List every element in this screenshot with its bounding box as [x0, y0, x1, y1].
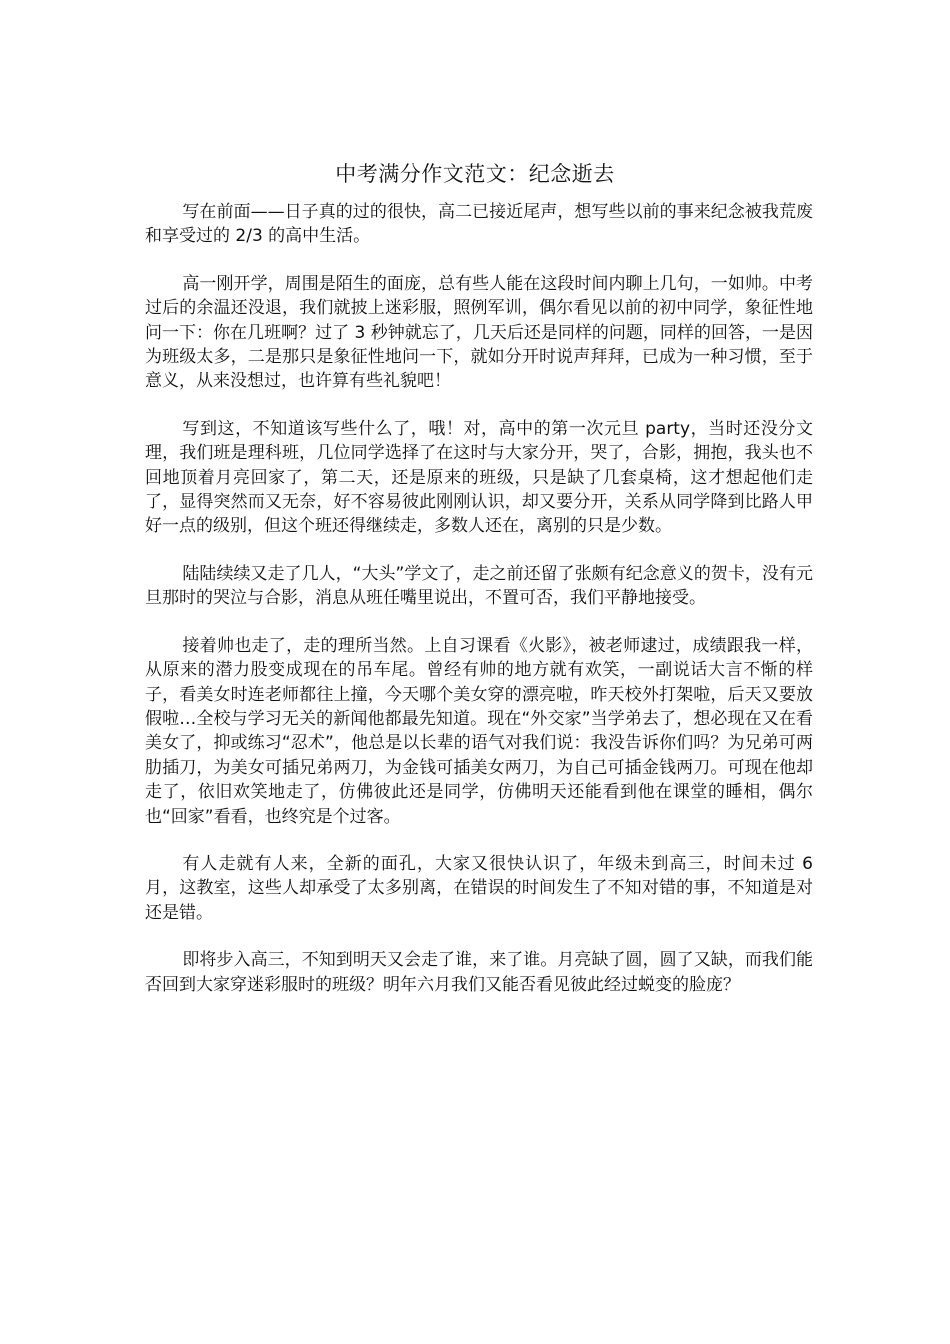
document-body: [145, 200, 813, 1020]
paragraph-datou-leaves: 陆陆续续又走了几人，“大头”学文了，走之前还留了张颇有纪念意义的贺卡，没有元旦那时的哭泣与合影，消息从班任嘴里说出，不置可否，我们平静地接受。: [145, 563, 813, 609]
paragraph-future: 即将步入高三，不知到明天又会走了谁，来了谁。月亮缺了圆，圆了又缺，而我们能否回到大家穿迷彩服时的班级？明年六月我们又能否看见彼此经过蜕变的脸庞？: [145, 950, 813, 995]
paragraph-intro: 写在前面——日子真的过的很快，高二已接近尾声，想写些以前的事来纪念被我荒废和享受过的 2/3 的高中生活。: [145, 202, 813, 247]
paragraph-shuai-leaves: 接着帅也走了，走的理所当然。上自习课看《火影》，被老师逮过，成绩跟我一样，从原来的潜力股变成现在的吊车尾。曾经有帅的地方就有欢笑，一副说话大言不惭的样子，看美女时连老师都往上撞，今天哪个美女穿的漂亮啦，昨天校外打架啦，后天又要放假啦…全校与学习无关的新闻他都最先知道。现在“外交家”当学弟去了，想必现在又在看美女了，抑或练习“忍术”，他总是以长辈的语气对我们说：我没告诉你们吗？为兄弟可两肋插刀，为美女可插兄弟两刀，为金钱可插美女两刀，为自己可插金钱两刀。可现在他却走了，依旧欢笑地走了，仿佛彼此还是同学，仿佛明天还能看到他在课堂的睡相，偶尔也“回家”看看，也终究是个过客。: [145, 635, 813, 827]
paragraph-new-year-party: 写到这，不知道该写些什么了，哦！对，高中的第一次元旦 party，当时还没分文理，我们班是理科班，几位同学选择了在这时与大家分开，哭了，合影，拥抱，我头也不回地顶着月亮回家了，第二天，还是原来的班级，只是缺了几套桌椅，这才想起他们走了，显得突然而又无奈，好不容易彼此刚刚认识，却又要分开，关系从同学降到比路人甲好一点的级别，但这个班还得继续走，多数人还在，离别的只是少数。: [145, 418, 813, 537]
document-title: 中考满分作文范文：纪念逝去: [335, 162, 615, 186]
paragraph-newcomers: 有人走就有人来，全新的面孔，大家又很快认识了，年级未到高三，时间未过 6 月，这教室，这些人却承受了太多别离，在错误的时间发生了不知对错的事，不知道是对还是错。: [145, 853, 813, 923]
paragraph-first-days: 高一刚开学，周围是陌生的面庞，总有些人能在这段时间内聊上几句，一如帅。中考过后的余温还没退，我们就披上迷彩服，照例军训，偶尔看见以前的初中同学，象征性地问一下：你在几班啊？过了 3 秒钟就忘了，几天后还是同样的问题，同样的回答，一是因为班级太多，二是那只是象征性地问一下，就如分开时说声拜拜，已成为一种习惯，至于意义，从来没想过，也许算有些礼貌吧！: [145, 273, 813, 392]
